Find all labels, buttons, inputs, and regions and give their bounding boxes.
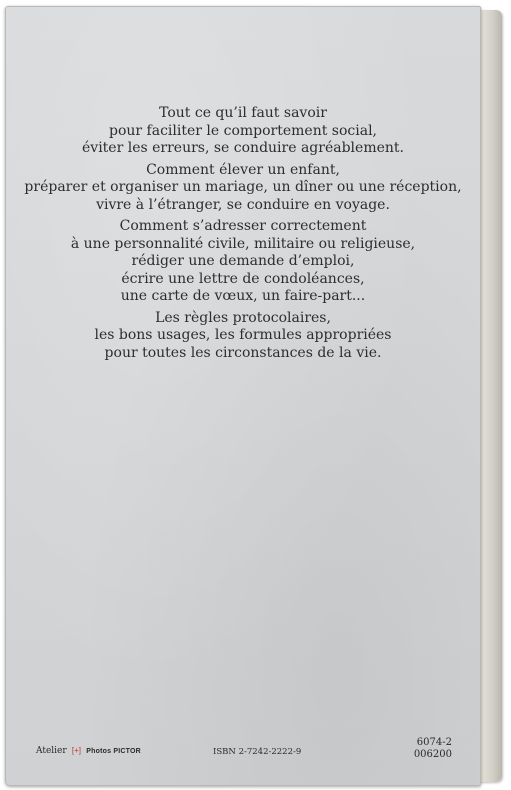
- blurb-line: Tout ce qu’il faut savoir: [159, 105, 327, 121]
- blurb-line: pour faciliter le comportement social,: [108, 122, 378, 139]
- atelier-logo-mark: [+]: [71, 746, 82, 755]
- blurb-line: une carte de vœux, un faire-part...: [120, 288, 366, 304]
- blurb-paragraph: [6, 105, 480, 158]
- atelier-label: Atelier: [36, 746, 67, 756]
- blurb-line: éviter les erreurs, se conduire agréablement.: [82, 140, 404, 156]
- blurb-line: Comment élever un enfant,: [146, 161, 340, 178]
- blurb-line: les bons usages, les formules appropriées: [94, 327, 392, 343]
- cover-blurb: [6, 105, 480, 366]
- blurb-line: rédiger une demande d’emploi,: [131, 253, 355, 269]
- catalog-code-bottom: 006200: [413, 749, 452, 760]
- catalog-code-top: 6074-2: [416, 737, 452, 748]
- blurb-line: vivre à l’étranger, se conduire en voyage.: [96, 196, 390, 213]
- blurb-paragraph: [6, 310, 480, 363]
- blurb-paragraph: [6, 218, 480, 306]
- blurb-line: à une personnalité civile, militaire ou religieuse,: [70, 235, 416, 252]
- photo-credit: Photos PICTOR: [86, 748, 141, 755]
- catalog-codes: [414, 737, 452, 761]
- cover-footer: [6, 737, 480, 771]
- blurb-line: Comment s’adresser correctement: [119, 218, 367, 234]
- blurb-paragraph: [6, 162, 480, 215]
- blurb-line: Les règles protocolaires,: [155, 309, 331, 326]
- back-cover: [5, 6, 481, 786]
- blurb-line: préparer et organiser un mariage, un dîner ou une réception,: [24, 179, 462, 195]
- publisher-credit: [36, 746, 141, 756]
- blurb-line: écrire une lettre de condoléances,: [121, 270, 365, 287]
- blurb-line: pour toutes les circonstances de la vie.: [104, 344, 382, 361]
- isbn-number: ISBN 2-7242-2222-9: [213, 747, 302, 757]
